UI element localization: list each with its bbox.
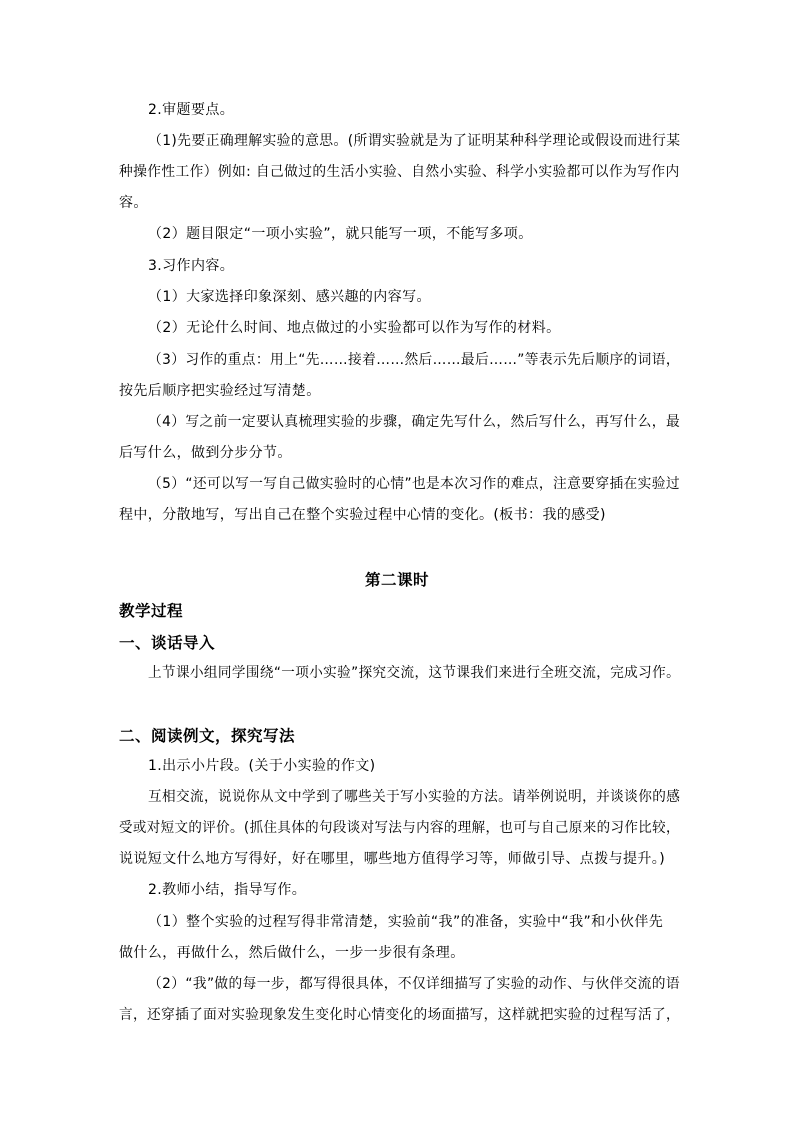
text-line: 1.出示小片段。(关于小实验的作文) [148, 758, 376, 774]
text-line: 按先后顺序把实验经过写清楚。 [119, 383, 321, 399]
text-line: （4）写之前一定要认真梳理实验的步骤，确定先写什么，然后写什么，再写什么，最 [148, 414, 681, 430]
text-line: 做什么，再做什么，然后做什么，一步一步很有条理。 [119, 945, 465, 961]
text-line: 2.教师小结，指导写作。 [148, 882, 307, 898]
text-line: （2）无论什么时间、地点做过的小实验都可以作为写作的材料。 [148, 320, 561, 336]
section-heading: 教学过程 [119, 602, 184, 620]
text-line: 言，还穿插了面对实验现象发生变化时心情变化的场面描写，这样就把实验的过程写活了， [119, 1007, 681, 1023]
text-line: 容。 [119, 195, 148, 211]
text-line: 互相交流，说说你从文中学到了哪些关于写小实验的方法。请举例说明，并谈谈你的感 [148, 789, 681, 805]
text-line: （1）整个实验的过程写得非常清楚，实验前“我”的准备，实验中“我”和小伙伴先 [148, 914, 664, 930]
text-line: 说说短文什么地方写得好，好在哪里，哪些地方值得学习等，师做引导、点拨与提升。) [119, 851, 666, 867]
text-line: 种操作性工作）例如: 自己做过的生活小实验、自然小实验、科学小实验都可以作为写作内 [119, 164, 680, 180]
text-line: （3）习作的重点：用上“先……接着……然后……最后……”等表示先后顺序的词语， [148, 352, 680, 368]
text-line: （1)先要正确理解实验的意思。(所谓实验就是为了证明某种科学理论或假设而进行某 [148, 133, 681, 149]
text-line: 2.审题要点。 [148, 102, 235, 118]
text-line: 3.习作内容。 [148, 258, 235, 274]
text-line: 受或对短文的评价。(抓住具体的句段谈对写法与内容的理解，也可与自己原来的习作比较， [119, 820, 680, 836]
lesson-title: 第二课时 [364, 571, 429, 589]
text-line: 程中，分散地写，写出自己在整个实验过程中心情的变化。(板书：我的感受) [119, 507, 606, 523]
text-line: （1）大家选择印象深刻、感兴趣的内容写。 [148, 289, 431, 305]
text-line: 后写什么，做到分步分节。 [119, 445, 292, 461]
text-line: （5）“还可以写一写自己做实验时的心情”也是本次习作的难点，注意要穿插在实验过 [148, 476, 680, 492]
section-heading: 二、阅读例文，探究写法 [119, 727, 296, 745]
section-heading: 一、谈话导入 [119, 634, 216, 652]
text-line: （2）题目限定“一项小实验”，就只能写一项，不能写多项。 [148, 226, 533, 242]
text-line: （2）“我”做的每一步，都写得很具体，不仅详细描写了实验的动作、与伙伴交流的语 [148, 976, 680, 992]
text-line: 上节课小组同学围绕“一项小实验”探究交流，这节课我们来进行全班交流，完成习作。 [148, 665, 681, 681]
